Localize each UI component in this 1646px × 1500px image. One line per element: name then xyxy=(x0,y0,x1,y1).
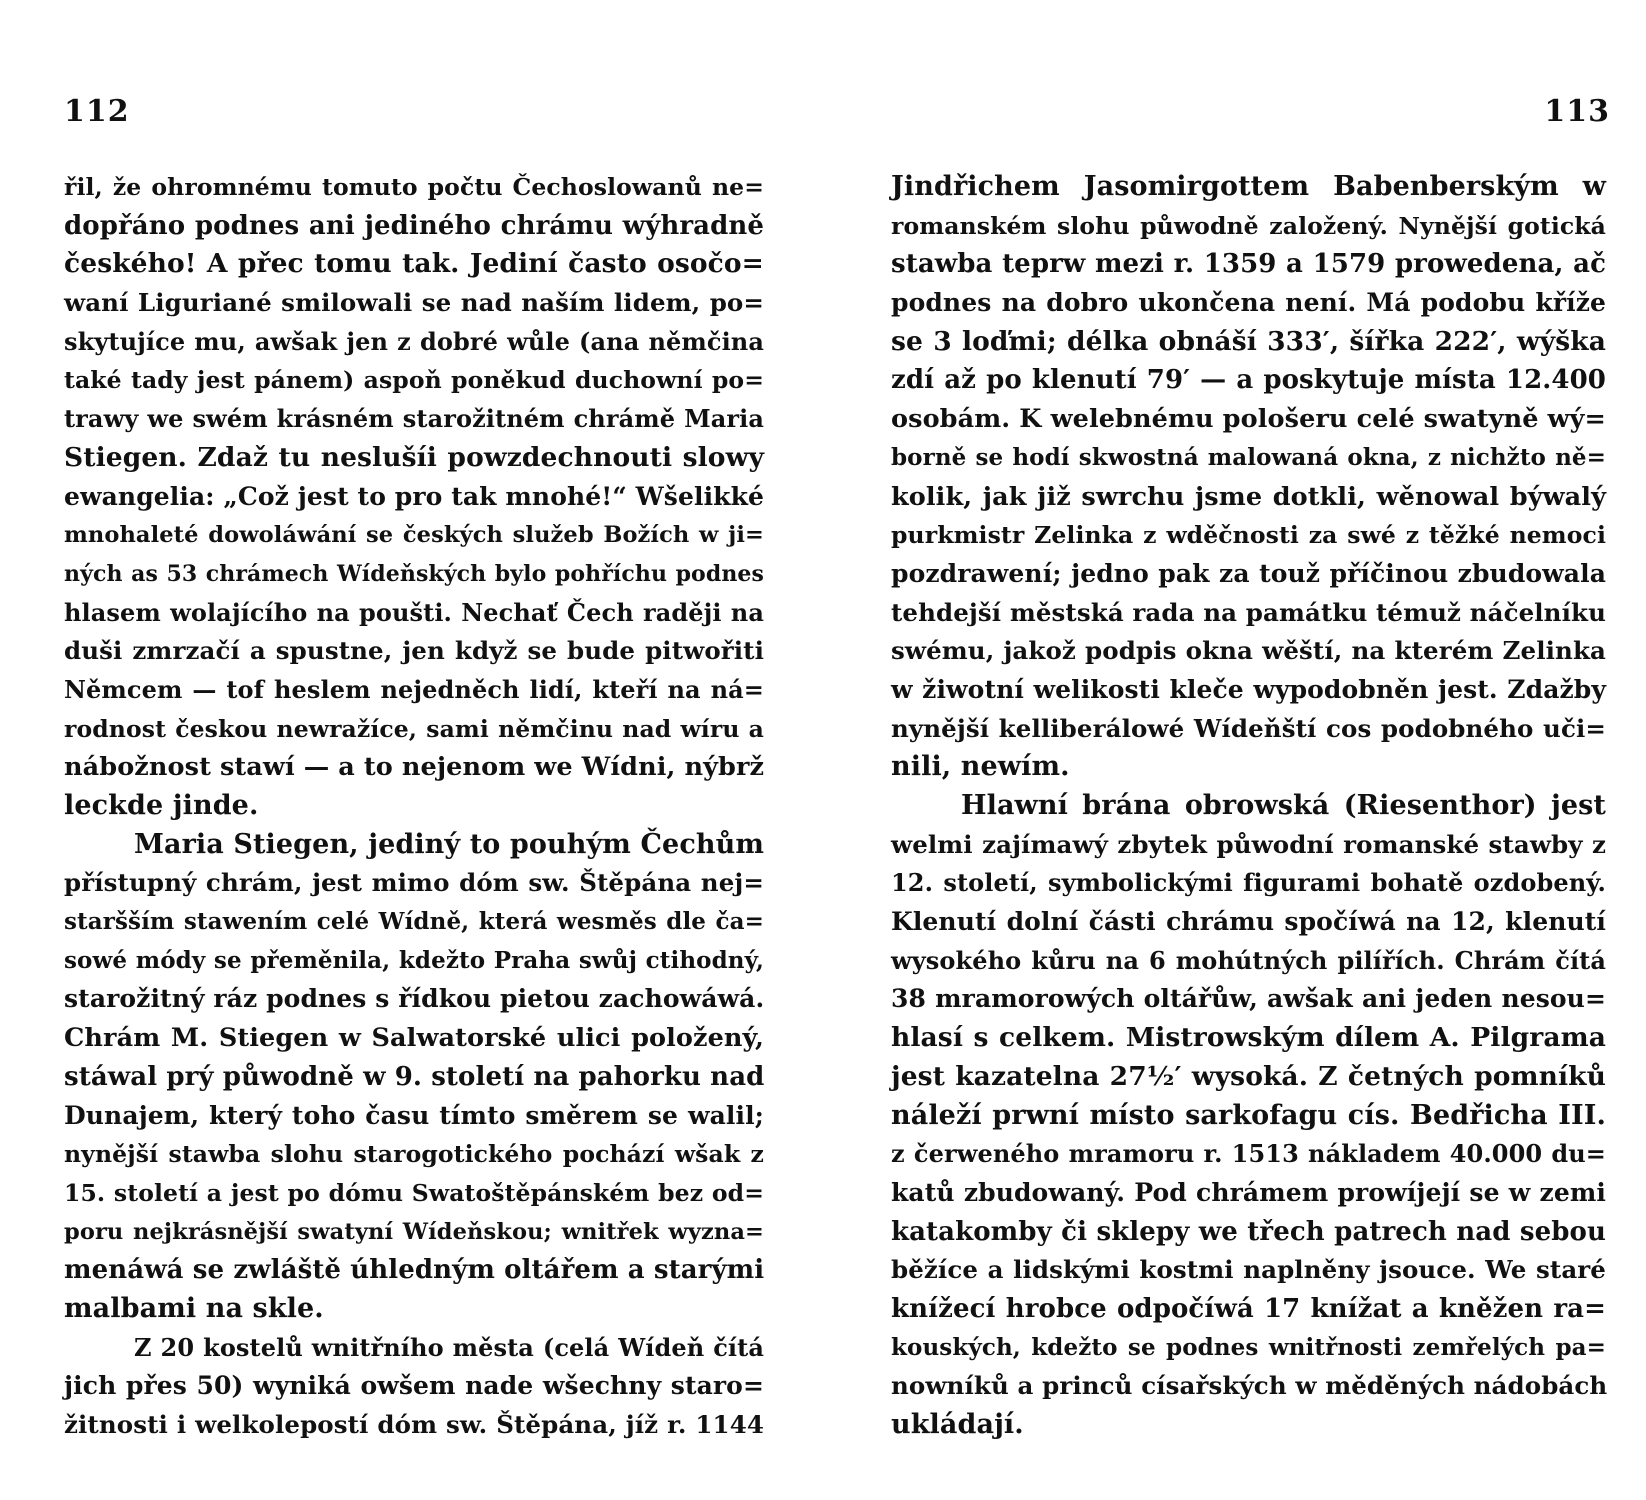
text-line: nili, newím. xyxy=(891,751,1070,783)
right-page xyxy=(823,0,1646,1500)
text-line: podnes na dobro ukončena není. Má podobu kříže xyxy=(891,288,1606,318)
text-line: také tady jest pánem) aspoň poněkud duchowní po= xyxy=(64,366,764,395)
text-line: dopřáno podnes ani jediného chrámu wýhradně xyxy=(64,210,764,241)
text-line: menáwá se zwláště úhledným oltářem a starými xyxy=(64,1255,765,1286)
text-line: Jindřichem Jasomirgottem Babenberským w xyxy=(891,171,1606,202)
text-line: w žiwotní welikosti kleče wypodobněn jest. Zdažby xyxy=(891,674,1606,704)
text-line: pozdrawení; jedno pak za touž příčinou zbudowala xyxy=(891,558,1606,588)
text-line: z čerweného mramoru r. 1513 nákladem 40.000 du= xyxy=(891,1139,1606,1169)
text-line: řil, že ohromnému tomuto počtu Čechoslowanů ne= xyxy=(64,173,764,201)
text-line: skytujíce mu, awšak jen z dobré wůle (ana němčina xyxy=(64,326,764,356)
text-line: stáwal prý půwodně w 9. století na pahorku nad xyxy=(64,1061,765,1092)
page-text xyxy=(891,168,1606,1445)
text-line: kouských, kdežto se podnes wnitřnosti zemřelých pa= xyxy=(891,1333,1606,1361)
text-line: se 3 loďmi; délka obnáší 333′, šířka 222′, wýška xyxy=(891,325,1606,357)
text-line: wysokého kůru na 6 mohútných pilířích. Chrám čítá xyxy=(891,945,1606,975)
text-line: ewangelia: „Což jest to pro tak mnohé!“ Wšelikké xyxy=(64,481,765,511)
page-number: 112 xyxy=(64,94,130,129)
text-line: hlasem wolajícího na poušti. Nechať Čech raději na xyxy=(64,597,764,627)
text-line: katů zbudowaný. Pod chrámem prowíjejí se w zemi xyxy=(891,1177,1606,1207)
text-line: purkmistr Zelinka z wděčnosti za swé z těžké nemoci xyxy=(891,521,1606,550)
text-line: trawy we swém krásném starožitném chrámě Maria xyxy=(64,404,764,434)
text-line: žitnosti i welkolepostí dóm sw. Štěpána, jíž r. 1144 xyxy=(64,1410,764,1439)
text-line: knížecí hrobce odpočíwá 17 knížat a kněžen ra= xyxy=(891,1293,1606,1324)
text-line: ných as 53 chrámech Wídeňských bylo pohříchu podnes xyxy=(64,560,764,587)
text-line: nowníků a princů císařských w měděných nádobách xyxy=(891,1371,1608,1401)
text-line: nábožnost stawí — a to nejenom we Wídni, nýbrž xyxy=(64,752,765,783)
text-line: jich přes 50) wyniká owšem nade wšechny staro= xyxy=(64,1371,764,1401)
text-line: tehdejší městská rada na památku témuž náčelníku xyxy=(891,597,1606,627)
text-line: staršším stawením celé Wídně, která wesměs dle ča= xyxy=(64,908,764,936)
text-line: leckde jinde. xyxy=(64,790,259,821)
text-line: Dunajem, který toho času tímto směrem se walil; xyxy=(64,1100,764,1130)
text-line: Maria Stiegen, jediný to pouhým Čechům xyxy=(134,828,764,860)
text-line: hlasí s celkem. Mistrowským dílem A. Pilgrama xyxy=(891,1022,1606,1054)
text-line: Z 20 kostelů wnitřního města (celá Wídeň čítá xyxy=(134,1332,764,1362)
text-line: mnohaleté dowoláwání se českých služeb Božích w ji= xyxy=(64,522,764,549)
text-line: 38 mramorowých oltářůw, awšak ani jeden nesou= xyxy=(891,984,1606,1014)
text-line: zdí až po klenutí 79′ — a poskytuje místa 12.400 xyxy=(891,365,1606,396)
text-line: duši zmrzačí a spustne, jen když se bude pitwořiti xyxy=(64,636,764,666)
text-line: nynější stawba slohu starogotického pochází wšak z xyxy=(64,1140,764,1169)
text-line: swému, jakož podpis okna wěští, na kterém Zelinka xyxy=(891,636,1606,666)
text-line: starožitný ráz podnes s řídkou pietou zachowáwá. xyxy=(64,984,765,1014)
text-line: běžíce a lidskými kostmi naplněny jsouce. We staré xyxy=(891,1255,1606,1285)
text-line: Chrám M. Stiegen w Salwatorské ulici položený, xyxy=(64,1023,764,1054)
text-line: náleží prwní místo sarkofagu cís. Bedřicha III. xyxy=(891,1099,1606,1131)
text-line: romanském slohu půwodně založený. Nynější gotická xyxy=(891,211,1606,240)
page-number: 113 xyxy=(1544,94,1610,129)
text-line: 12. století, symbolickými figurami bohatě ozdobený. xyxy=(891,868,1606,898)
text-line: malbami na skle. xyxy=(64,1292,324,1324)
text-line: Němcem — tof heslem nejedněch lidí, kteří na ná= xyxy=(64,674,764,704)
text-line: ukládají. xyxy=(891,1409,1024,1440)
text-line: Klenutí dolní části chrámu spočíwá na 12, klenutí xyxy=(891,907,1606,937)
text-line: Hlawní brána obrowská (Riesenthor) jest xyxy=(961,790,1606,821)
page-text xyxy=(64,168,764,1445)
text-line: Stiegen. Zdaž tu neslušíi powzdechnouti slowy xyxy=(64,441,764,473)
text-line: sowé módy se přeměnila, kdežto Praha swůj ctihodný, xyxy=(64,946,764,974)
text-line: stawba teprw mezi r. 1359 a 1579 prowedena, ač xyxy=(891,249,1606,280)
text-line: waní Liguriané smilowali se nad naším lidem, po= xyxy=(64,288,764,318)
text-line: českého! A přec tomu tak. Jediní často osočo= xyxy=(64,248,764,280)
text-line: nynější kelliberálowé Wídeňští cos podobného uči= xyxy=(891,713,1606,743)
text-line: přístupný chrám, jest mimo dóm sw. Štěpána nej= xyxy=(64,868,764,898)
text-line: poru nejkrásnější swatyní Wídeňskou; wnitřek wyzna= xyxy=(64,1218,764,1245)
text-line: 15. století a jest po dómu Swatoštěpánském bez od= xyxy=(64,1178,764,1207)
text-line: katakomby či sklepy we třech patrech nad sebou xyxy=(891,1216,1606,1247)
text-line: kolik, jak již swrchu jsme dotkli, wěnowal býwalý xyxy=(891,481,1606,512)
text-line: welmi zajímawý zbytek půwodní romanské stawby z xyxy=(891,829,1606,859)
text-line: rodnost českou newražíce, sami němčinu nad wíru a xyxy=(64,714,764,743)
text-line: borně se hodí skwostná malowaná okna, z nichžto ně= xyxy=(891,443,1606,471)
text-line: osobám. K welebnému pološeru celé swatyně wý= xyxy=(891,404,1606,435)
text-line: jest kazatelna 27½′ wysoká. Z četných pomníků xyxy=(891,1060,1606,1092)
